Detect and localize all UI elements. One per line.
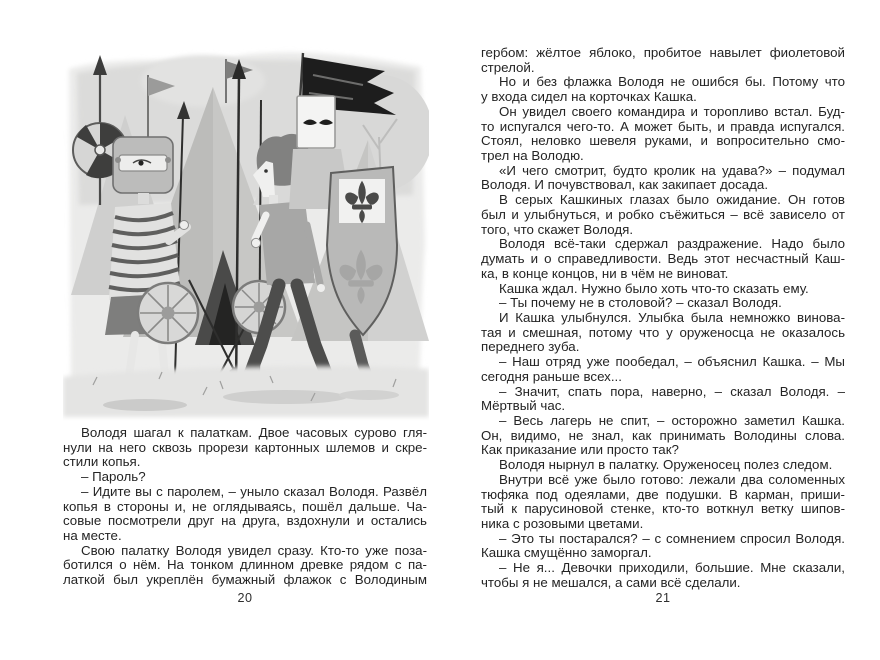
- text-line: Володя шагал к палаткам. Двое часовых сурово гля-: [81, 425, 427, 440]
- text-line: Стоял, неловко шевеля руками, и вопросительно смо-: [481, 133, 845, 149]
- camp-illustration: [63, 45, 429, 421]
- text-line: Как приказание или просто так?: [481, 442, 679, 458]
- text-line: тая и смешная, потому что у оруженосца не оказалось: [481, 324, 845, 340]
- text-line: ка, в конце концов, ни в чём не виноват.: [481, 265, 729, 281]
- text-line: трел на Володю.: [481, 148, 584, 164]
- text-line: Внутри всё уже было готово: лежали два соломенных: [499, 471, 845, 487]
- text-line: то испугался чего-то. А может быть, и правда испугался.: [481, 118, 845, 134]
- text-line: Володя всё-таки сдержал раздражение. Надо было: [499, 236, 845, 252]
- ground: [63, 366, 429, 417]
- text-line: нули на него сквозь прорези картонных шлемов и скре-: [63, 439, 427, 455]
- text-line: был и улыбнуться, и робко съёжиться – всё зависело от: [481, 206, 845, 222]
- text-line: на месте.: [63, 528, 122, 544]
- text-line: латкой был укреплён бумажный флажок с Володиным: [63, 572, 427, 588]
- text-line: чтобы я не мешался, а сами всё сделали.: [481, 574, 741, 590]
- text-line: думать и о справедливости. Ведь этот несчастный Каш-: [481, 251, 845, 267]
- text-line: – Это ты постарался? – с сомнением спросил Володя.: [499, 530, 845, 546]
- text-line: сегодня раньше всех...: [481, 368, 622, 384]
- text-line: – Весь лагерь не спит, – осторожно заметил Кашка.: [499, 412, 845, 428]
- text-line: ботился о нём. На тонком длинном древке рядом с па-: [63, 557, 427, 573]
- text-line: В серых Кашкиных глазах было ожидание. Он готов: [499, 192, 845, 208]
- page-number-right: 21: [655, 591, 671, 605]
- text-line: ника с розовыми цветами.: [481, 516, 644, 531]
- text-line: стрелой.: [481, 59, 535, 75]
- text-line: – Не я... Девочки приходили, большие. Мне сказали,: [499, 560, 845, 576]
- text-line: Володя. И почувствовал, как закипает досада.: [481, 177, 769, 193]
- text-line: совые посмотрели друг на друга, вздохнули и остались: [63, 513, 427, 529]
- text-line: – Наш отряд уже пообедал, – объяснил Кашка. – Мы: [499, 354, 845, 370]
- text-line: стили копья.: [63, 454, 141, 470]
- text-line: Он, видимо, не знал, как принимать Володины слова.: [481, 427, 845, 443]
- text-line: Кашка смущённо заморгал.: [481, 545, 652, 561]
- text-line: – Значит, спать пора, наверно, – сказал Володя. –: [499, 383, 845, 399]
- page-number-left: 20: [237, 591, 253, 605]
- text-line: Володя нырнул в палатку. Оруженосец полез следом.: [499, 457, 833, 473]
- text-line: переднего зуба.: [481, 339, 580, 355]
- left-page-text: [63, 426, 427, 588]
- text-line: – Пароль?: [81, 469, 146, 485]
- text-line: Кашка ждал. Нужно было хоть что-то сказать ему.: [499, 280, 809, 296]
- text-line: у входа сидел на корточках Кашка.: [481, 89, 697, 105]
- text-line: того, что скажет Володя.: [481, 221, 634, 237]
- right-page-text: [481, 46, 845, 591]
- text-line: тый к парусиновой стенке, кто-то воткнул ветку шипов-: [481, 501, 845, 517]
- text-line: – Идите вы с паролем, – уныло сказал Володя. Развёл: [81, 483, 427, 499]
- text-line: Свою палатку Володя увидел сразу. Кто-то уже поза-: [81, 542, 427, 558]
- text-line: – Ты почему не в столовой? – сказал Володя.: [499, 295, 782, 311]
- text-line: тюфяка под одеялами, две подушки. В карман, приши-: [481, 486, 845, 502]
- text-line: Он увидел своего командира и торопливо встал. Буд-: [499, 103, 845, 119]
- text-line: копья в стороны и, не оглядываясь, пошёл дальше. Ча-: [63, 498, 427, 514]
- text-line: Мёртвый час.: [481, 398, 566, 414]
- text-line: Но и без флажка Володя не ошибся бы. Потому что: [499, 74, 845, 90]
- text-line: гербом: жёлтое яблоко, пробитое навылет фиолетовой: [481, 45, 845, 60]
- text-line: «И чего смотрит, будто кролик на удава?» – подумал: [499, 162, 845, 178]
- text-line: И Кашка улыбнулся. Улыбка была немножко винова-: [499, 309, 845, 325]
